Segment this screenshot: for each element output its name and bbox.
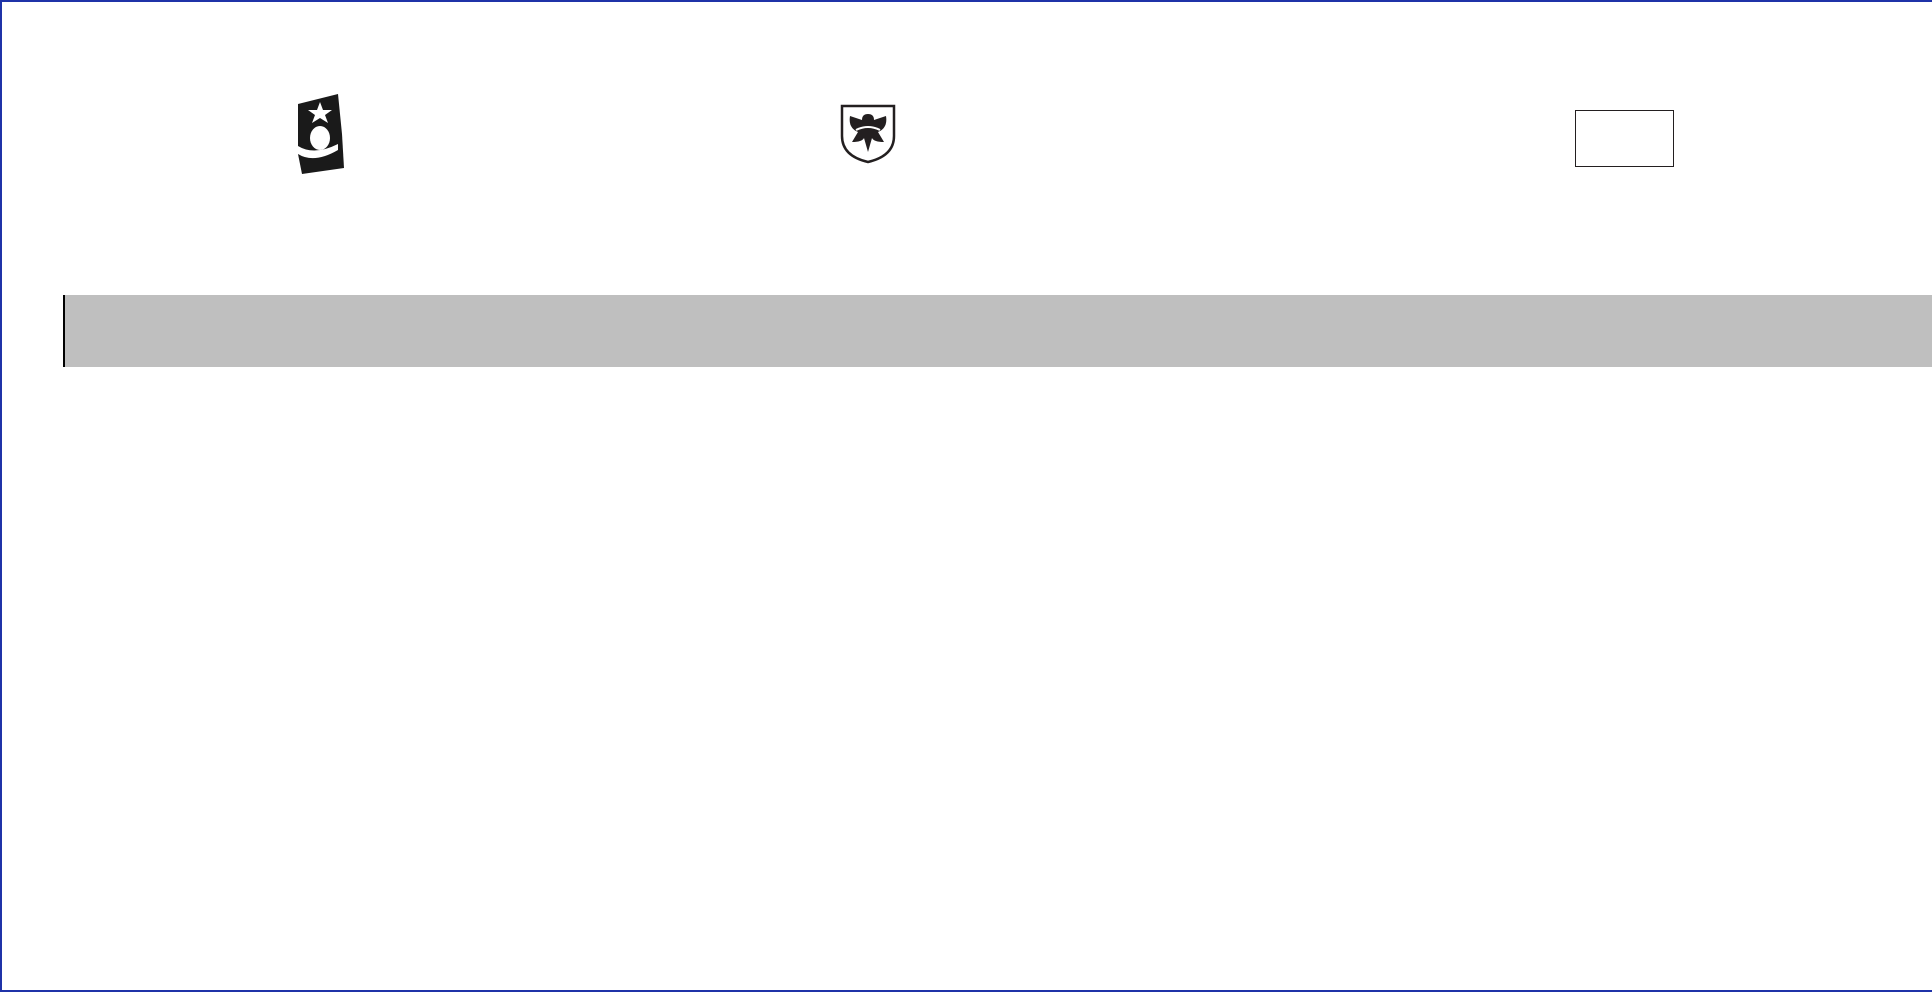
projects-table xyxy=(2,2,1932,992)
